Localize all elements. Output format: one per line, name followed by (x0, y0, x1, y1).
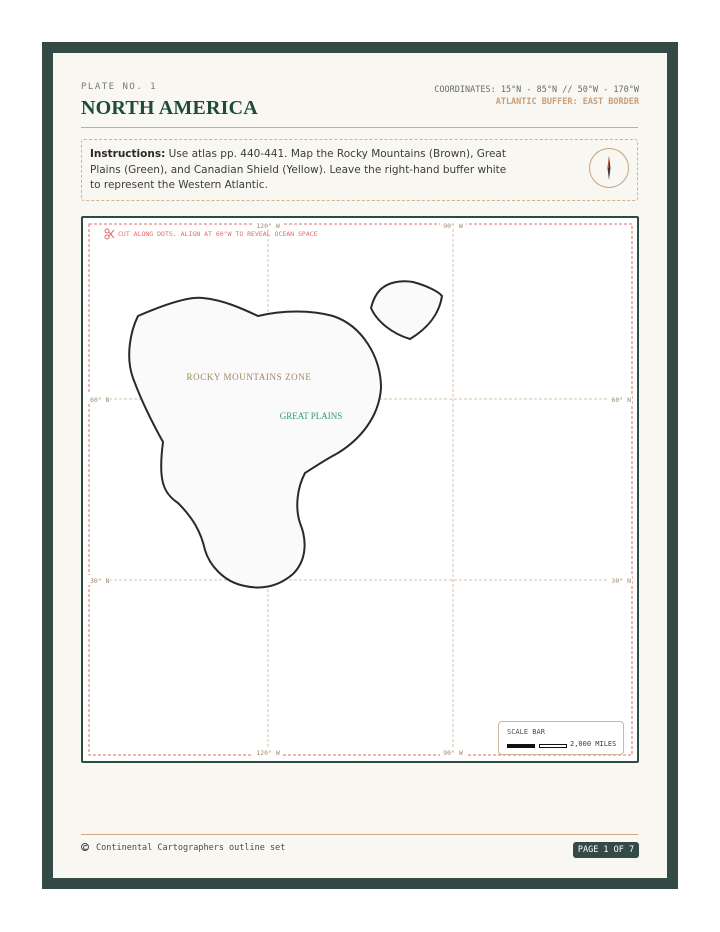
page-number-badge: PAGE 1 OF 7 (573, 842, 639, 858)
footer-divider (81, 834, 638, 835)
buffer-note: ATLANTIC BUFFER: EAST BORDER (495, 97, 639, 107)
longitude-label-bottom: 120° W (256, 749, 280, 757)
latitude-label-right: 30° N (611, 577, 631, 585)
scale-segment-solid (507, 744, 535, 748)
instructions-label: Instructions: (90, 148, 166, 160)
instructions-body: Use atlas pp. 440-441. Map the Rocky Mountains (Brown), Great Plains (Green), and Canadian Shield (Yellow). Leave the right-hand buffer white to represent the Western Atlantic. (90, 148, 507, 191)
instructions-text (90, 147, 520, 194)
cut-note: CUT ALONG DOTS. ALIGN AT 60°W TO REVEAL OCEAN SPACE (118, 230, 318, 238)
map-panel (81, 216, 639, 763)
scale-label: SCALE BAR (507, 728, 545, 736)
coordinates-label: COORDINATES: 15°N - 85°N // 50°W - 170°W (434, 85, 639, 95)
footer-credit: Continental Cartographers outline set (96, 843, 286, 853)
instructions-box (81, 139, 638, 201)
scale-segment-open (539, 744, 567, 748)
map-svg (83, 218, 637, 761)
longitude-label-bottom: 90° W (443, 749, 463, 757)
page-title: NORTH AMERICA (81, 97, 258, 119)
rocky-mountains-label: ROCKY MOUNTAINS ZONE (186, 372, 312, 382)
latitude-label-left: 30° N (90, 577, 110, 585)
scissors-icon (105, 229, 114, 239)
north-america-landmass (129, 298, 381, 588)
plate-number: PLATE NO. 1 (81, 82, 158, 92)
latitude-label-right: 60° N (611, 396, 631, 404)
great-plains-label: GREAT PLAINS (279, 411, 343, 421)
header-divider (81, 127, 638, 128)
latitude-label-left: 60° N (90, 396, 110, 404)
scale-bar (498, 721, 624, 755)
compass-icon (589, 148, 629, 188)
greenland-landmass (371, 281, 442, 339)
scale-value: 2,000 MILES (570, 740, 617, 748)
longitude-label-top: 90° W (443, 222, 463, 230)
longitude-label-top: 120° W (256, 222, 280, 230)
copyright-icon (81, 843, 89, 851)
